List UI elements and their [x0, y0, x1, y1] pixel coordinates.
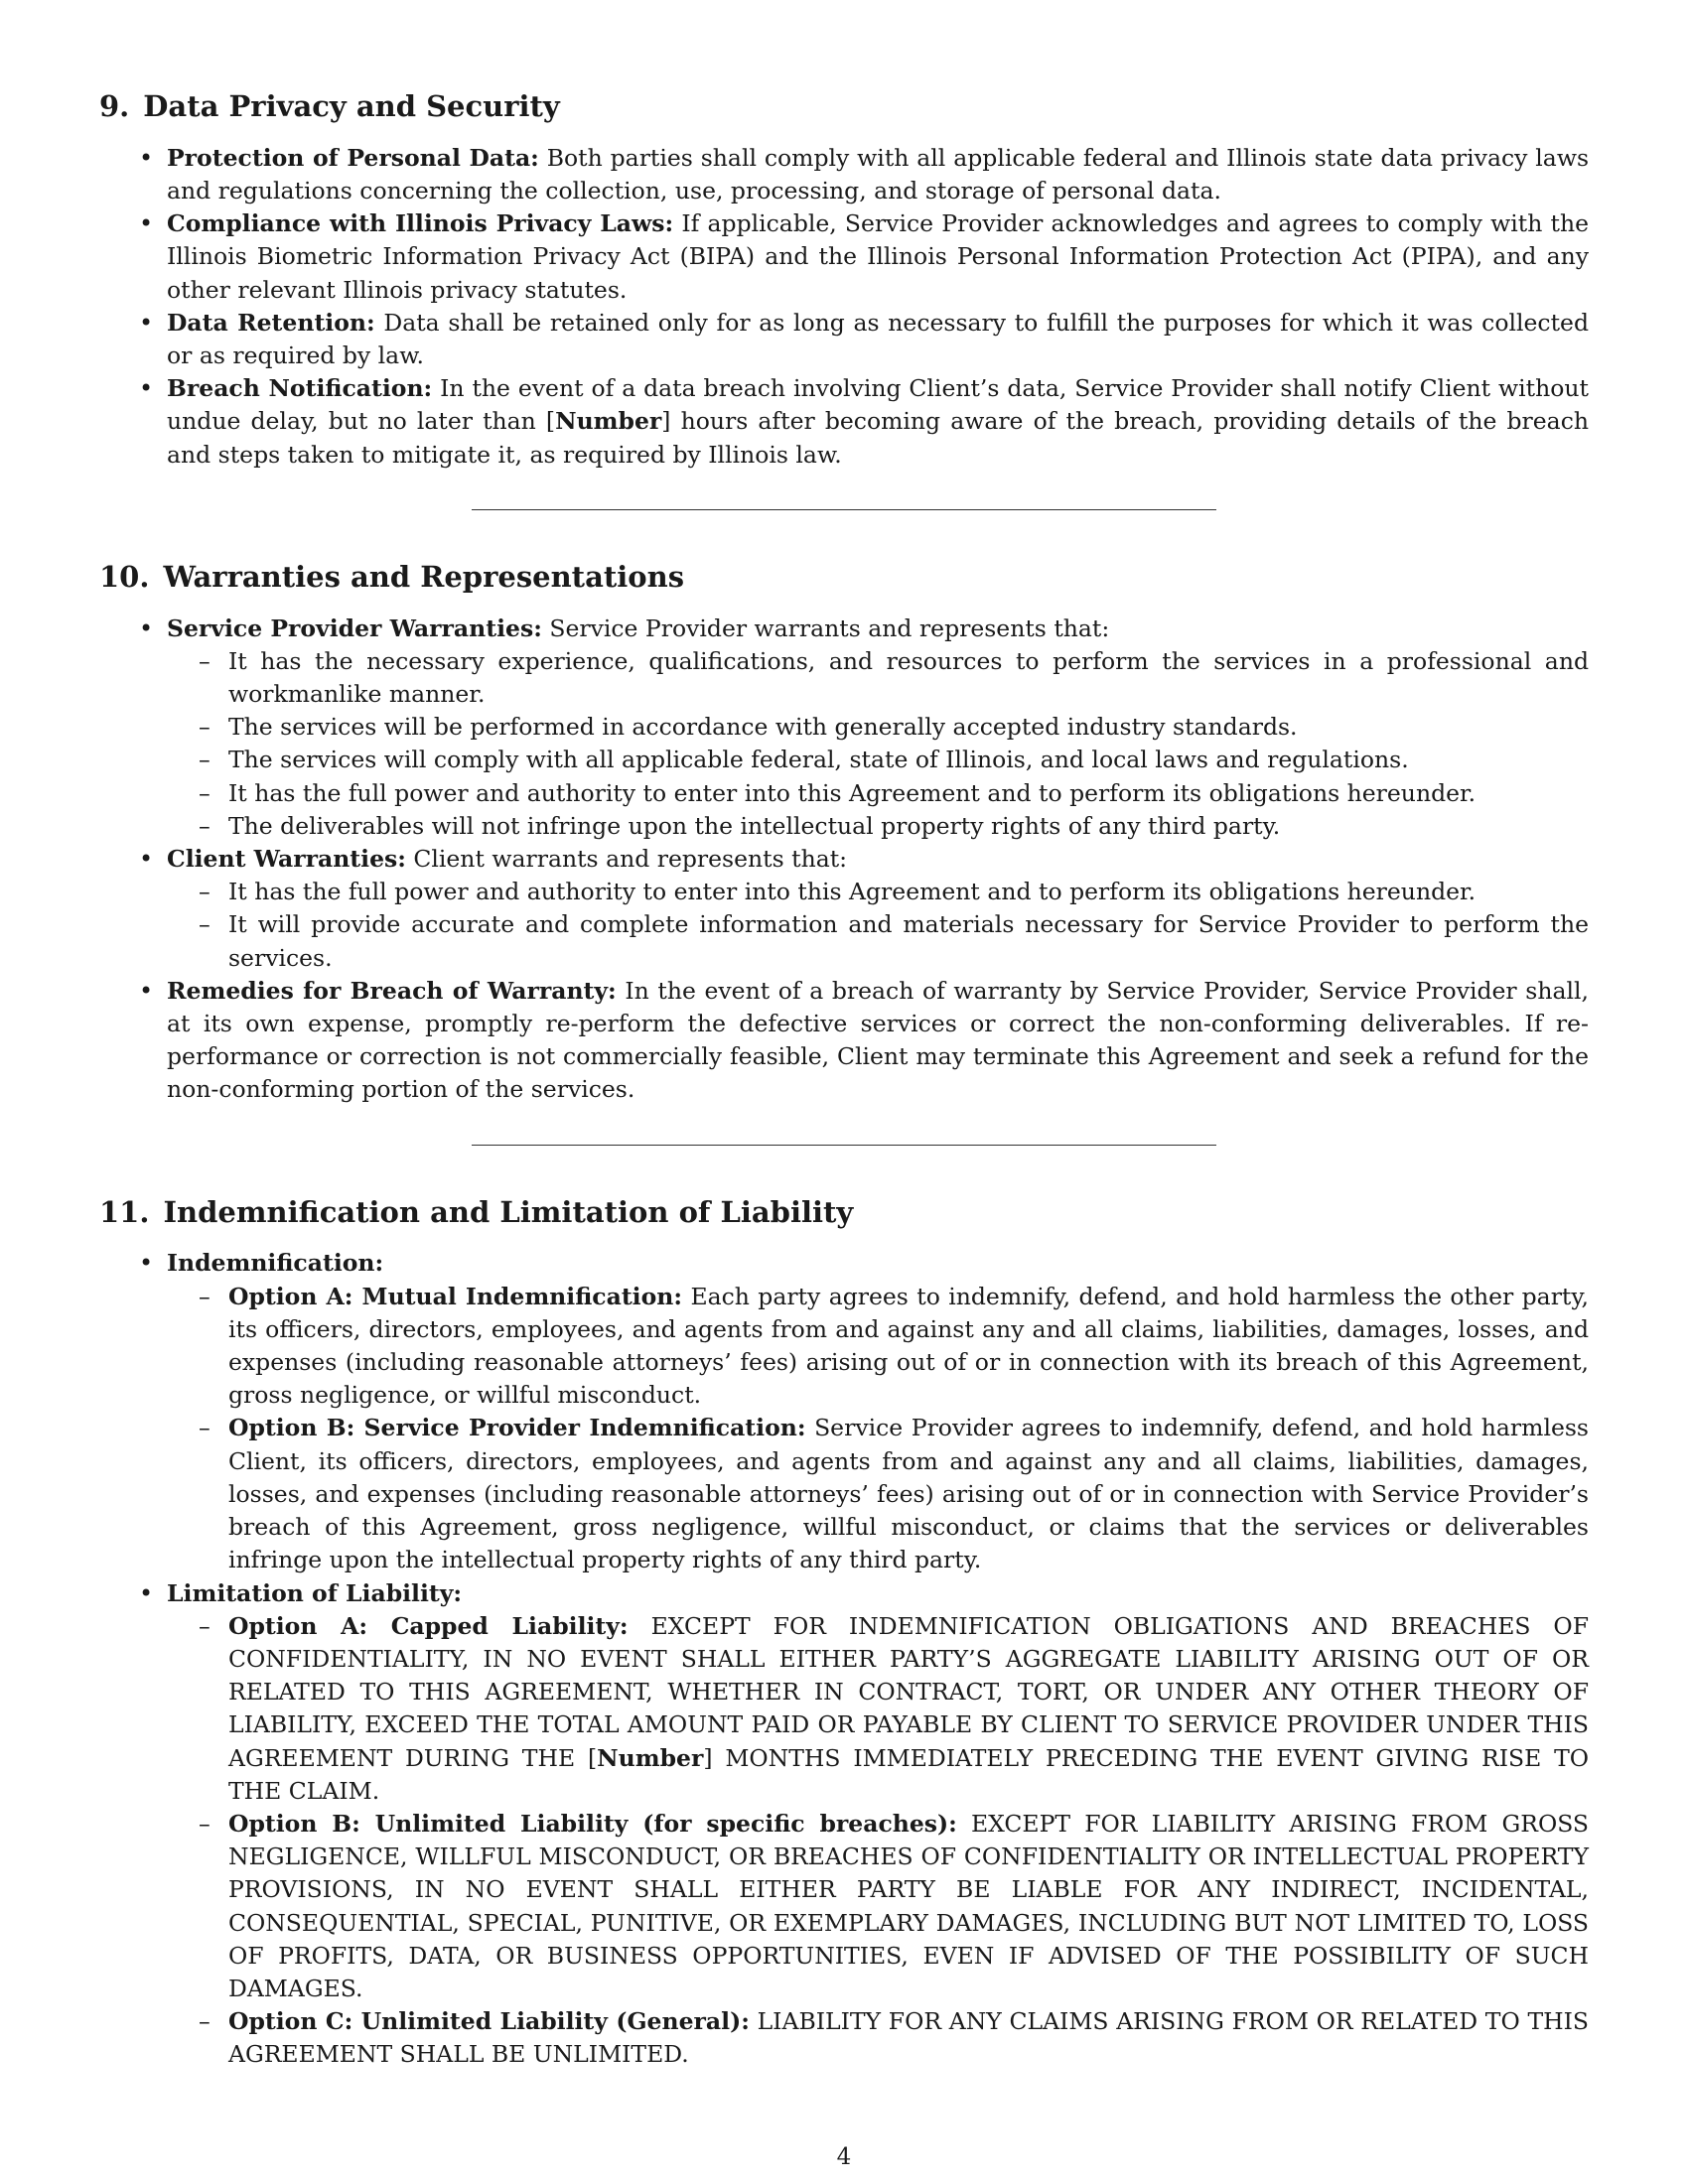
sub-list-item: – The services will comply with all applicable federal, state of Illinois, and local laws and regulations.	[228, 744, 1589, 776]
sub-list-item: – It will provide accurate and complete information and materials necessary for Service Provider to perform the services.	[228, 908, 1589, 974]
section-divider	[472, 1145, 1216, 1146]
number-placeholder: Number	[555, 407, 662, 436]
list-item: • Client Warranties: Client warrants and represents that: – It has the full power and authority to enter into this Agreement and to perform its obligations hereunder. – It will provide accurate and complete information and materials necessary for Service Provider to perform the services.	[167, 843, 1589, 975]
sub-list-item: – Option A: Capped Liability: EXCEPT FOR INDEMNIFICATION OBLIGATIONS AND BREACHES OF CONFIDENTIALITY, IN NO EVENT SHALL EITHER PARTY’S AGGREGATE LIABILITY ARISING OUT OF OR RELATED TO THIS AGREEMENT, WHETHER IN CONTRACT, TORT, OR UNDER ANY OTHER THEORY OF LIABILITY, EXCEED THE TOTAL AMOUNT PAID OR PAYABLE BY CLIENT TO SERVICE PROVIDER UNDER THIS AGREEMENT DURING THE [Number] MONTHS IMMEDIATELY PRECEDING THE EVENT GIVING RISE TO THE CLAIM.	[228, 1610, 1589, 1808]
document-page	[99, 89, 1589, 2072]
sub-list-item: – It has the full power and authority to enter into this Agreement and to perform its obligations hereunder.	[228, 777, 1589, 810]
section-title-9: 9. Data Privacy and Security	[99, 89, 560, 123]
list-item: • Compliance with Illinois Privacy Laws: If applicable, Service Provider acknowledges and agrees to comply with the Illinois Biometric Information Privacy Act (BIPA) and the Illinois Personal Information Protection Act (PIPA), and any other relevant Illinois privacy statutes.	[167, 207, 1589, 307]
section-10-list	[99, 613, 1589, 1107]
list-item: • Data Retention: Data shall be retained only for as long as necessary to fulfill the purposes for which it was collected or as required by law.	[167, 307, 1589, 372]
sub-list-item: – Option B: Unlimited Liability (for specific breaches): EXCEPT FOR LIABILITY ARISING FROM GROSS NEGLIGENCE, WILLFUL MISCONDUCT, OR BREACHES OF CONFIDENTIALITY OR INTELLECTUAL PROPERTY PROVISIONS, IN NO EVENT SHALL EITHER PARTY BE LIABLE FOR ANY INDIRECT, INCIDENTAL, CONSEQUENTIAL, SPECIAL, PUNITIVE, OR EXEMPLARY DAMAGES, INCLUDING BUT NOT LIMITED TO, LOSS OF PROFITS, DATA, OR BUSINESS OPPORTUNITIES, EVEN IF ADVISED OF THE POSSIBILITY OF SUCH DAMAGES.	[228, 1808, 1589, 2005]
sub-list-item: – Option B: Service Provider Indemnification: Service Provider agrees to indemnify, defend, and hold harmless Client, its officers, directors, employees, and agents from and against any and all claims, liabilities, damages, losses, and expenses (including reasonable attorneys’ fees) arising out of or in connection with Service Provider’s breach of this Agreement, gross negligence, willful misconduct, or claims that the services or deliverables infringe upon the intellectual property rights of any third party.	[228, 1412, 1589, 1576]
sub-list	[167, 1281, 1589, 1577]
list-item: • Limitation of Liability: – Option A: Capped Liability: EXCEPT FOR INDEMNIFICATION OBLIGATIONS AND BREACHES OF CONFIDENTIALITY, IN NO EVENT SHALL EITHER PARTY’S AGGREGATE LIABILITY ARISING OUT OF OR RELATED TO THIS AGREEMENT, WHETHER IN CONTRACT, TORT, OR UNDER ANY OTHER THEORY OF LIABILITY, EXCEED THE TOTAL AMOUNT PAID OR PAYABLE BY CLIENT TO SERVICE PROVIDER UNDER THIS AGREEMENT DURING THE [Number] MONTHS IMMEDIATELY PRECEDING THE EVENT GIVING RISE TO THE CLAIM. – Option B: Unlimited Liability (for specific breaches): EXCEPT FOR LIABILITY ARISING FROM GROSS NEGLIGENCE, WILLFUL MISCONDUCT, OR BREACHES OF CONFIDENTIALITY OR INTELLECTUAL PROPERTY PROVISIONS, IN NO EVENT SHALL EITHER PARTY BE LIABLE FOR ANY INDIRECT, INCIDENTAL, CONSEQUENTIAL, SPECIAL, PUNITIVE, OR EXEMPLARY DAMAGES, INCLUDING BUT NOT LIMITED TO, LOSS OF PROFITS, DATA, OR BUSINESS OPPORTUNITIES, EVEN IF ADVISED OF THE POSSIBILITY OF SUCH DAMAGES. – Option C: Unlimited Liability (General): LIABILITY FOR ANY CLAIMS ARISING FROM OR RELATED TO THIS AGREEMENT SHALL BE UNLIMITED.	[167, 1577, 1589, 2072]
number-placeholder: Number	[597, 1743, 704, 1772]
list-item: • Service Provider Warranties: Service Provider warrants and represents that: – It has the necessary experience, qualifications, and resources to perform the services in a professional and workmanlike manner. – The services will be performed in accordance with generally accepted industry standards. – The services will comply with all applicable federal, state of Illinois, and local laws and regulations. – It has the full power and authority to enter into this Agreement and to perform its obligations hereunder. – The deliverables will not infringe upon the intellectual property rights of any third party.	[167, 613, 1589, 843]
section-title-10: 10. Warranties and Representations	[99, 559, 685, 594]
sub-list-item: – It has the full power and authority to enter into this Agreement and to perform its obligations hereunder.	[228, 876, 1589, 908]
section-11-list	[99, 1247, 1589, 2071]
sub-list	[167, 876, 1589, 975]
sub-list-item: – The deliverables will not infringe upon the intellectual property rights of any third party.	[228, 810, 1589, 843]
sub-list-item: – Option A: Mutual Indemnification: Each party agrees to indemnify, defend, and hold harmless the other party, its officers, directors, employees, and agents from and against any and all claims, liabilities, damages, losses, and expenses (including reasonable attorneys’ fees) arising out of or in connection with its breach of this Agreement, gross negligence, or willful misconduct.	[228, 1281, 1589, 1413]
sub-list-item: – Option C: Unlimited Liability (General): LIABILITY FOR ANY CLAIMS ARISING FROM OR RELATED TO THIS AGREEMENT SHALL BE UNLIMITED.	[228, 2005, 1589, 2071]
sub-list-item: – It has the necessary experience, qualifications, and resources to perform the services in a professional and workmanlike manner.	[228, 645, 1589, 711]
list-item: • Remedies for Breach of Warranty: In the event of a breach of warranty by Service Provider, Service Provider shall, at its own expense, promptly re-perform the defective services or correct the non-conforming deliverables. If re-performance or correction is not commercially feasible, Client may terminate this Agreement and seek a refund for the non-conforming portion of the services.	[167, 975, 1589, 1107]
list-item: • Indemnification: – Option A: Mutual Indemnification: Each party agrees to indemnify, defend, and hold harmless the other party, its officers, directors, employees, and agents from and against any and all claims, liabilities, damages, losses, and expenses (including reasonable attorneys’ fees) arising out of or in connection with its breach of this Agreement, gross negligence, or willful misconduct. – Option B: Service Provider Indemnification: Service Provider agrees to indemnify, defend, and hold harmless Client, its officers, directors, employees, and agents from and against any and all claims, liabilities, damages, losses, and expenses (including reasonable attorneys’ fees) arising out of or in connection with Service Provider’s breach of this Agreement, gross negligence, willful misconduct, or claims that the services or deliverables infringe upon the intellectual property rights of any third party.	[167, 1247, 1589, 1576]
section-title-11: 11. Indemnification and Limitation of Liability	[99, 1194, 854, 1229]
page-number: 4	[836, 2144, 852, 2170]
section-divider	[472, 509, 1216, 510]
list-item: • Breach Notification: In the event of a data breach involving Client’s data, Service Provider shall notify Client without undue delay, but no later than [Number] hours after becoming aware of the breach, providing details of the breach and steps taken to mitigate it, as required by Illinois law.	[167, 372, 1589, 472]
sub-list	[167, 1610, 1589, 2072]
section-9-list	[99, 142, 1589, 472]
list-item: • Protection of Personal Data: Both parties shall comply with all applicable federal and Illinois state data privacy laws and regulations concerning the collection, use, processing, and storage of personal data.	[167, 142, 1589, 207]
sub-list	[167, 645, 1589, 843]
sub-list-item: – The services will be performed in accordance with generally accepted industry standards.	[228, 711, 1589, 744]
